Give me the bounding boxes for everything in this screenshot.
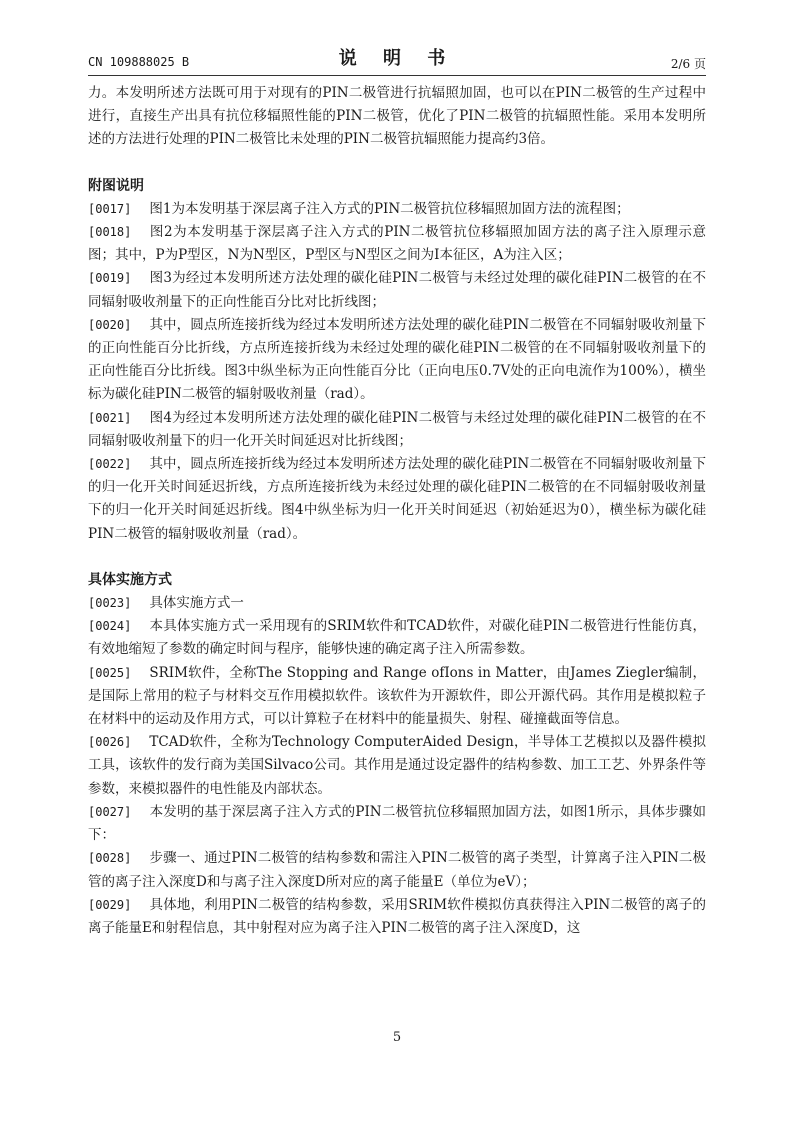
paragraph-number: [0024] bbox=[88, 619, 132, 634]
paragraph-number: [0026] bbox=[88, 735, 132, 750]
paragraph-text: 步骤一、通过PIN二极管的结构参数和需注入PIN二极管的离子类型，计算离子注入PIN二极管的离子注入深度D和与离子注入深度D所对应的离子能量E（单位为eV）； bbox=[88, 850, 706, 890]
paragraph-text: TCAD软件，全称为Technology ComputerAided Design，半导体工艺模拟以及器件模拟工具，该软件的发行商为美国Silvaco公司。其作用是通过设定器件的结构参数、加工工艺、外界条件等参数，来模拟器件的电性能及内部状态。 bbox=[88, 734, 706, 797]
page-count: 2/6 页 bbox=[670, 57, 706, 71]
paragraph bbox=[88, 314, 706, 407]
paragraph bbox=[88, 731, 706, 801]
paragraph bbox=[88, 894, 706, 940]
paragraph bbox=[88, 592, 706, 615]
page-header bbox=[88, 44, 706, 74]
paragraph-number: [0029] bbox=[88, 897, 132, 912]
paragraph-text: SRIM软件，全称The Stopping and Range ofIons in Matter，由James Ziegler编制，是国际上常用的粒子与材料交互作用模拟软件。该软件为开源软件，即公开源代码。其作用是模拟粒子在材料中的运动及作用方式，可以计算粒子在材料中的能量损失、射程、碰撞截面等信息。 bbox=[88, 664, 706, 728]
paragraph bbox=[88, 847, 706, 893]
paragraph-text: 其中，圆点所连接折线为经过本发明所述方法处理的碳化硅PIN二极管在不同辐射吸收剂量下的归一化开关时间延迟折线，方点所连接折线为未经过处理的碳化硅PIN二极管的在不同辐射吸收剂量下的归一化开关时间延迟折线。图4中纵坐标为归一化开关时间延迟（初始延迟为0），横坐标为碳化硅PIN二极管的辐射吸收剂量（rad）。 bbox=[88, 456, 706, 542]
paragraph-number: [0027] bbox=[88, 804, 132, 819]
paragraph bbox=[88, 801, 706, 847]
paragraph-number: [0023] bbox=[88, 596, 132, 611]
document-title: 说 明 书 bbox=[338, 48, 456, 69]
paragraph bbox=[88, 662, 706, 732]
paragraph-number: [0022] bbox=[88, 457, 132, 472]
paragraph-number: [0018] bbox=[88, 225, 132, 240]
paragraph bbox=[88, 267, 706, 313]
header-divider bbox=[88, 75, 706, 76]
paragraph-text: 本发明的基于深层离子注入方式的PIN二极管抗位移辐照加固方法，如图1所示，具体步骤如下： bbox=[88, 803, 706, 844]
section-heading-embodiment: 具体实施方式 bbox=[88, 571, 172, 588]
paragraph bbox=[88, 221, 706, 267]
paragraph-text: 图1为本发明基于深层离子注入方式的PIN二极管抗位移辐照加固方法的流程图； bbox=[149, 200, 630, 217]
paragraph bbox=[88, 453, 706, 546]
page-number: 5 bbox=[392, 1030, 402, 1045]
section-heading-figures: 附图说明 bbox=[88, 177, 144, 194]
paragraph-text: 图4为经过本发明所述方法处理的碳化硅PIN二极管与未经过处理的碳化硅PIN二极管的在不同辐射吸收剂量下的归一化开关时间延迟对比折线图； bbox=[88, 409, 706, 449]
paragraph-text: 具体实施方式一 bbox=[149, 595, 244, 612]
paragraph-text: 本具体实施方式一采用现有的SRIM软件和TCAD软件，对碳化硅PIN二极管进行性能仿真，有效地缩短了参数的确定时间与程序，能够快速的确定离子注入所需参数。 bbox=[88, 618, 706, 658]
paragraph-number: [0017] bbox=[88, 201, 132, 216]
paragraph-text: 图2为本发明基于深层离子注入方式的PIN二极管抗位移辐照加固方法的离子注入原理示意图；其中，P为P型区，N为N型区，P型区与N型区之间为I本征区，A为注入区； bbox=[88, 224, 706, 264]
paragraph-number: [0025] bbox=[88, 665, 132, 680]
paragraph bbox=[88, 198, 706, 221]
paragraph-text: 图3为经过本发明所述方法处理的碳化硅PIN二极管与未经过处理的碳化硅PIN二极管的在不同辐射吸收剂量下的正向性能百分比对比折线图； bbox=[88, 270, 706, 310]
paragraph-number: [0028] bbox=[88, 851, 132, 866]
paragraph-number: [0021] bbox=[88, 410, 132, 425]
patent-number: CN 109888025 B bbox=[88, 55, 190, 69]
paragraph-text: 其中，圆点所连接折线为经过本发明所述方法处理的碳化硅PIN二极管在不同辐射吸收剂量下的正向性能百分比折线，方点所连接折线为未经过处理的碳化硅PIN二极管的在不同辐射吸收剂量下的正向性能百分比折线。图3中纵坐标为正向性能百分比（正向电压0.7V处的正向电流作为100%），横坐标为碳化硅PIN二极管的辐射吸收剂量（rad）。 bbox=[88, 316, 706, 403]
paragraph bbox=[88, 407, 706, 453]
paragraph-number: [0019] bbox=[88, 271, 132, 286]
paragraph-text: 具体地，利用PIN二极管的结构参数，采用SRIM软件模拟仿真获得注入PIN二极管的离子的离子能量E和射程信息，其中射程对应为离子注入PIN二极管的离子注入深度D，这 bbox=[88, 896, 706, 936]
document-body bbox=[88, 82, 706, 940]
intro-paragraph: 力。本发明所述方法既可用于对现有的PIN二极管进行抗辐照加固，也可以在PIN二极管的生产过程中进行，直接生产出具有抗位移辐照性能的PIN二极管，优化了PIN二极管的抗辐照性能。采用本发明所述的方法进行处理的PIN二极管比未处理的PIN二极管抗辐照能力提高约3倍。 bbox=[88, 85, 706, 148]
paragraph-number: [0020] bbox=[88, 317, 132, 332]
paragraph bbox=[88, 615, 706, 661]
